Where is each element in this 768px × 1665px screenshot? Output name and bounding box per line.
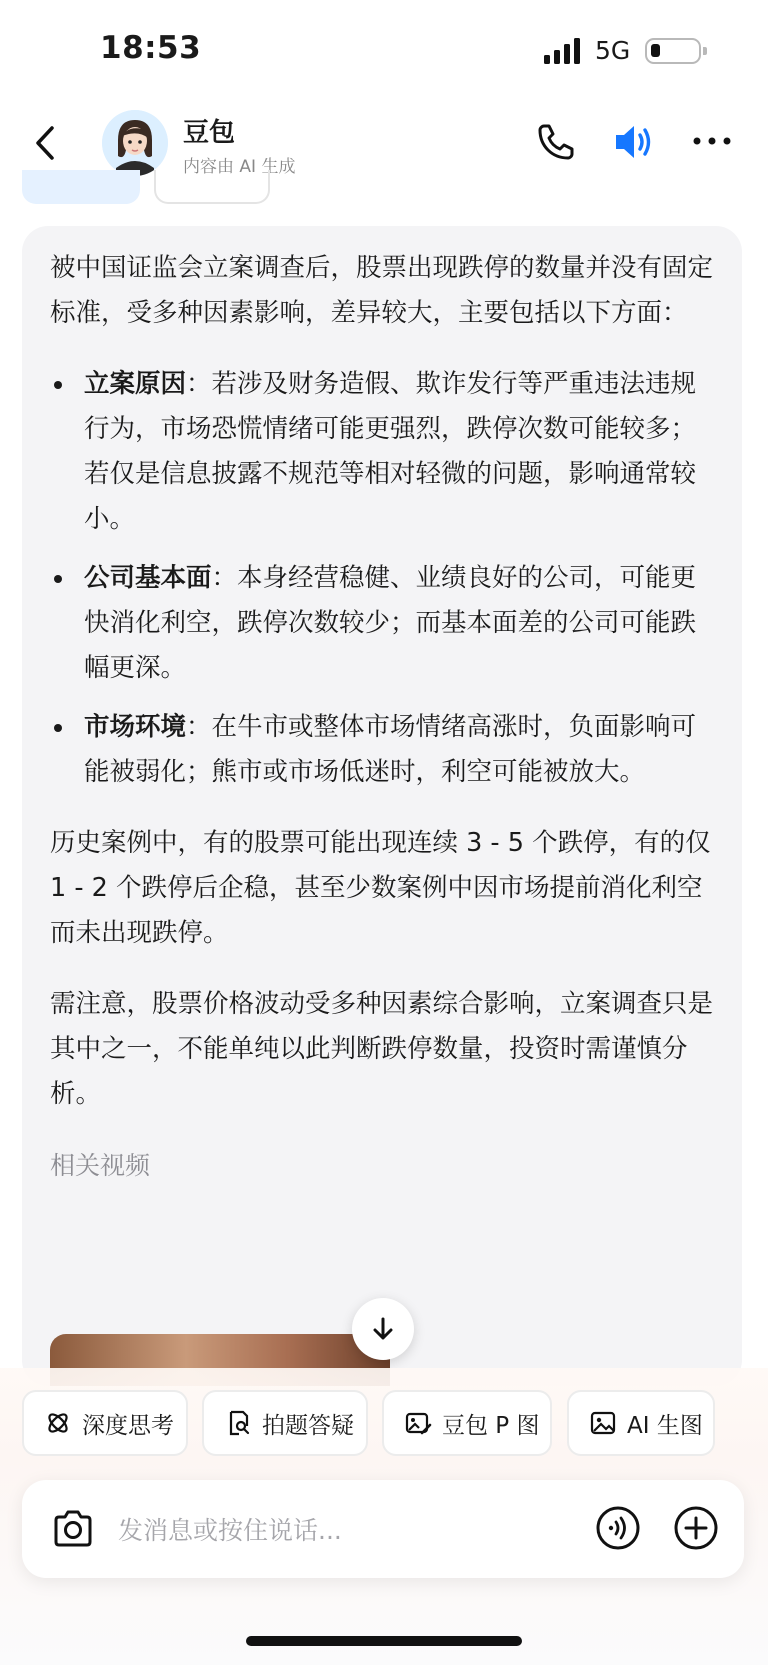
message-input[interactable]: 发消息或按住说话... xyxy=(118,1516,342,1545)
avatar-face-icon xyxy=(102,110,168,176)
plus-icon[interactable] xyxy=(672,1504,720,1552)
chip-label: AI 生图 xyxy=(627,1412,703,1439)
message-content xyxy=(50,246,718,1188)
voice-icon[interactable] xyxy=(594,1504,642,1552)
bot-name[interactable]: 豆包 xyxy=(183,118,236,148)
scroll-down-button[interactable] xyxy=(352,1298,414,1360)
chip-deep-thinking[interactable] xyxy=(22,1390,188,1456)
home-indicator xyxy=(246,1636,522,1646)
camera-icon[interactable] xyxy=(50,1506,96,1552)
chip-image-edit[interactable] xyxy=(382,1390,552,1456)
list-item-text: ：若涉及财务造假、欺诈发行等严重违法违规行为，市场恐慌情绪可能更强烈，跌停次数可能较多；若仅是信息披露不规范等相对轻微的问题，影响通常较小。 xyxy=(84,369,697,534)
related-videos-label: 相关视频 xyxy=(50,1151,151,1180)
status-bar xyxy=(0,0,768,100)
battery-icon xyxy=(645,38,701,64)
list-item xyxy=(50,362,718,542)
history-paragraph: 历史案例中，有的股票可能出现连续 3 - 5 个跌停，有的仅 1 - 2 个跌停后企稳，甚至少数案例中因市场提前消化利空而未出现跌停。 xyxy=(50,828,711,948)
note-paragraph: 需注意，股票价格波动受多种因素综合影响，立案调查只是其中之一，不能单纯以此判断跌停数量，投资时需谨慎分析。 xyxy=(50,989,714,1109)
message-input-bar xyxy=(22,1480,744,1578)
factor-list xyxy=(50,362,718,795)
chip-label: 豆包 P 图 xyxy=(442,1412,540,1439)
chip-ai-image[interactable] xyxy=(567,1390,715,1456)
list-item-text: ：本身经营稳健、业绩良好的公司，可能更快消化利空，跌停次数较少；而基本面差的公司可能跌幅更深。 xyxy=(84,563,697,683)
bot-message-bubble xyxy=(22,226,742,1386)
list-item xyxy=(50,556,718,691)
list-item-title: 公司基本面 xyxy=(84,563,212,593)
list-item-title: 立案原因 xyxy=(84,369,187,399)
chip-label: 深度思考 xyxy=(82,1412,174,1439)
intro-paragraph: 被中国证监会立案调查后，股票出现跌停的数量并没有固定标准，受多种因素影响，差异较大，主要包括以下方面： xyxy=(50,253,714,328)
atom-icon xyxy=(44,1409,72,1437)
avatar[interactable] xyxy=(102,110,168,176)
previous-action-edge xyxy=(154,170,270,204)
phone-icon[interactable] xyxy=(534,120,578,164)
chip-label: 拍题答疑 xyxy=(262,1412,354,1439)
image-icon xyxy=(589,1409,617,1437)
previous-message-edge xyxy=(22,170,140,204)
speaker-icon[interactable] xyxy=(611,120,657,164)
list-item-title: 市场环境 xyxy=(84,712,187,742)
list-item xyxy=(50,705,718,795)
ai-disclaimer: 内容由 AI 生成 xyxy=(183,157,296,177)
arrow-down-icon xyxy=(369,1315,397,1343)
signal-icon xyxy=(544,38,584,64)
network-type: 5G xyxy=(595,36,631,65)
image-edit-icon xyxy=(404,1409,432,1437)
status-time: 18:53 xyxy=(100,30,202,66)
list-item-text: ：在牛市或整体市场情绪高涨时，负面影响可能被弱化；熊市或市场低迷时，利空可能被放大。 xyxy=(84,712,697,787)
more-icon[interactable] xyxy=(690,126,734,156)
search-doc-icon xyxy=(224,1409,252,1437)
back-icon[interactable] xyxy=(28,118,64,168)
chip-photo-question[interactable] xyxy=(202,1390,368,1456)
